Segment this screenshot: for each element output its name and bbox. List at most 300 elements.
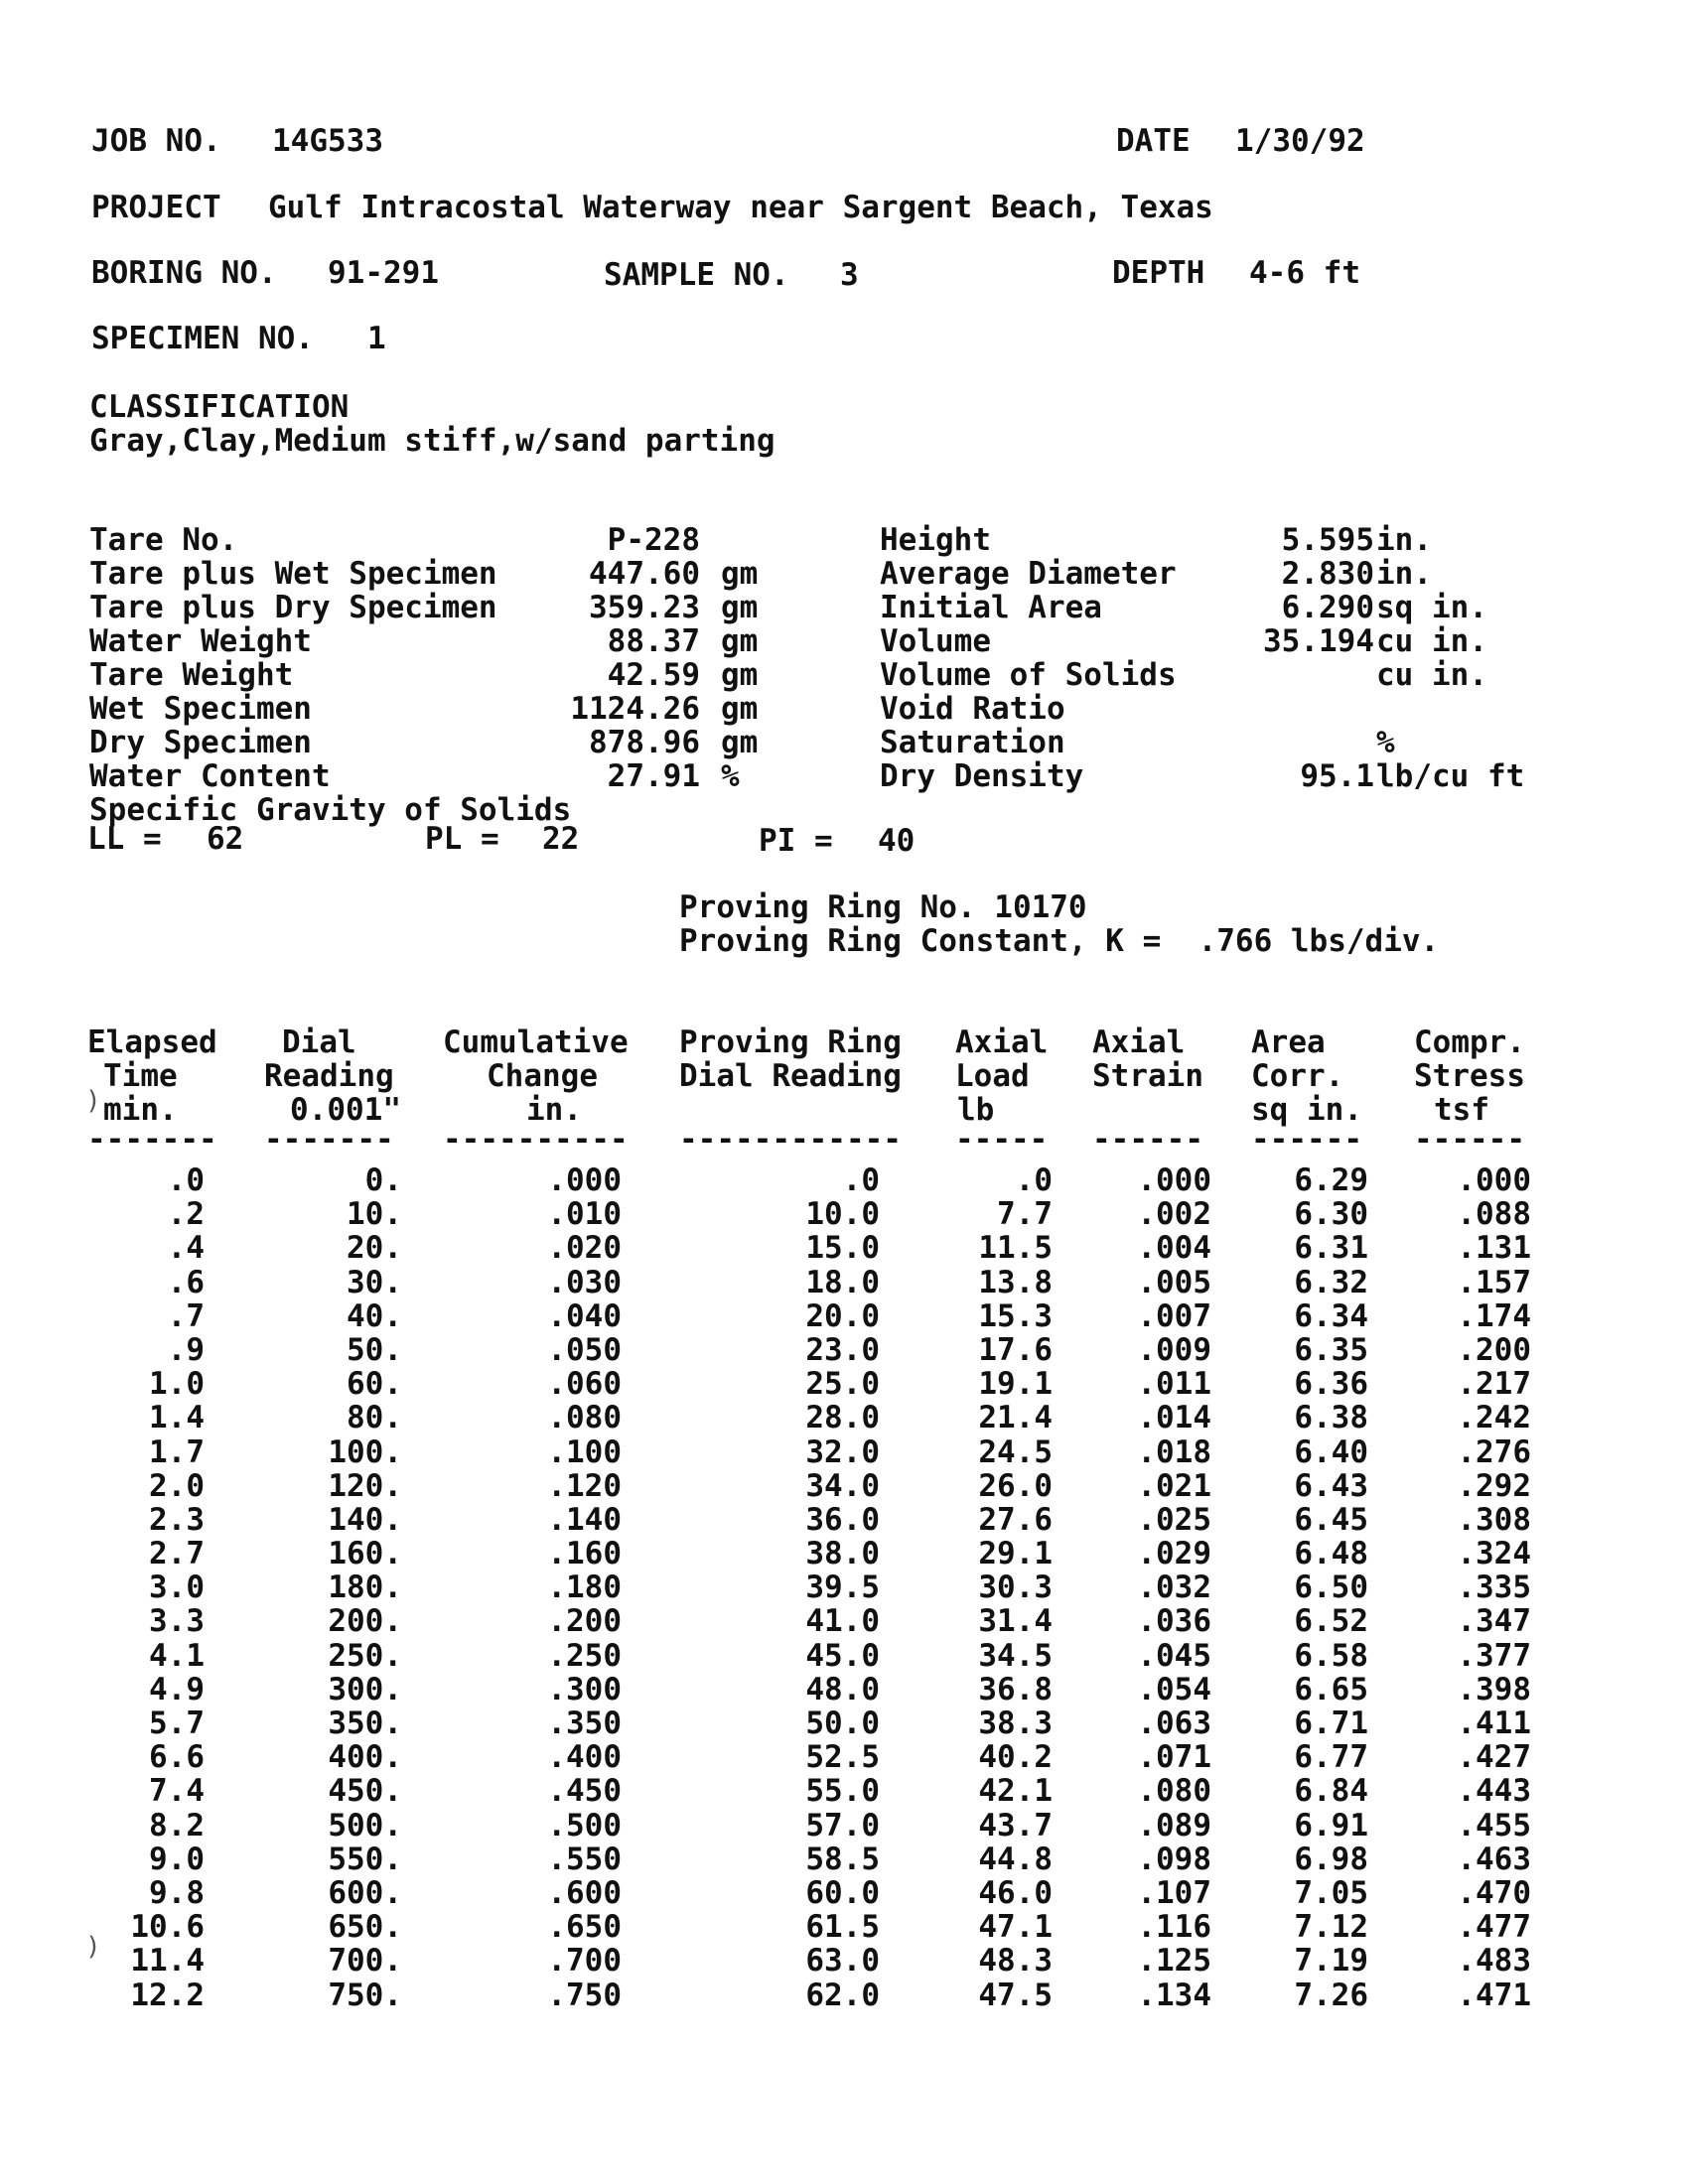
table-cell: .060 bbox=[547, 1366, 622, 1403]
table-row bbox=[0, 1435, 1692, 1469]
job-number: 14G533 bbox=[272, 123, 383, 159]
table-cell: 10.0 bbox=[805, 1196, 880, 1233]
table-cell: 4.9 bbox=[149, 1671, 205, 1707]
table-cell: .089 bbox=[1137, 1807, 1211, 1843]
table-row bbox=[0, 1809, 1692, 1843]
table-cell: 500. bbox=[328, 1807, 402, 1843]
property-value: 447.60 bbox=[589, 556, 700, 592]
column-header: Reading bbox=[264, 1058, 394, 1094]
column-separator: ------------ bbox=[679, 1122, 902, 1158]
table-cell: .018 bbox=[1137, 1433, 1211, 1470]
table-cell: .650 bbox=[547, 1909, 622, 1946]
table-row bbox=[0, 1537, 1692, 1570]
table-cell: 41.0 bbox=[805, 1603, 880, 1640]
table-cell: .021 bbox=[1137, 1467, 1211, 1504]
table-cell: .350 bbox=[547, 1706, 622, 1741]
table-cell: 6.77 bbox=[1294, 1739, 1368, 1776]
sample-number: 3 bbox=[840, 257, 859, 293]
table-cell: 3.3 bbox=[149, 1603, 205, 1640]
table-cell: 13.8 bbox=[978, 1264, 1053, 1300]
property-value: P-228 bbox=[607, 522, 700, 558]
table-cell: .0 bbox=[167, 1162, 205, 1198]
table-cell: 30. bbox=[347, 1264, 402, 1300]
proving-ring-number: Proving Ring No. 10170 bbox=[679, 889, 1087, 925]
table-cell: 34.5 bbox=[978, 1637, 1053, 1674]
table-cell: 6.84 bbox=[1294, 1773, 1368, 1810]
table-cell: .098 bbox=[1137, 1841, 1211, 1877]
table-cell: 6.31 bbox=[1294, 1230, 1368, 1267]
table-cell: .050 bbox=[547, 1331, 622, 1368]
table-cell: 61.5 bbox=[805, 1909, 880, 1946]
table-cell: .004 bbox=[1137, 1230, 1211, 1267]
column-separator: ----- bbox=[955, 1122, 1049, 1158]
table-cell: .600 bbox=[547, 1874, 622, 1911]
table-row bbox=[0, 1604, 1692, 1638]
table-row bbox=[0, 1843, 1692, 1876]
table-cell: .020 bbox=[547, 1230, 622, 1267]
table-cell: .292 bbox=[1457, 1467, 1531, 1504]
table-cell: 46.0 bbox=[978, 1874, 1053, 1911]
sample-label: SAMPLE NO. bbox=[604, 257, 789, 293]
table-cell: 63.0 bbox=[805, 1943, 880, 1979]
table-cell: 8.2 bbox=[149, 1807, 205, 1843]
table-cell: .005 bbox=[1137, 1264, 1211, 1300]
table-cell: 1.7 bbox=[149, 1433, 205, 1470]
table-cell: 6.45 bbox=[1294, 1501, 1368, 1538]
table-cell: 50. bbox=[347, 1331, 402, 1368]
table-cell: 19.1 bbox=[978, 1366, 1053, 1403]
table-cell: 6.50 bbox=[1294, 1570, 1368, 1606]
table-row bbox=[0, 1163, 1692, 1197]
table-cell: .347 bbox=[1457, 1603, 1531, 1640]
table-cell: 6.43 bbox=[1294, 1467, 1368, 1504]
table-cell: 10. bbox=[347, 1196, 402, 1233]
table-cell: 9.0 bbox=[149, 1841, 205, 1877]
table-cell: 21.4 bbox=[978, 1400, 1053, 1436]
property-label: Initial Area bbox=[880, 590, 1102, 625]
table-cell: 6.38 bbox=[1294, 1400, 1368, 1436]
table-cell: .140 bbox=[547, 1501, 622, 1538]
property-value: 359.23 bbox=[589, 590, 700, 625]
property-unit: gm bbox=[721, 623, 759, 659]
column-header: in. bbox=[526, 1092, 582, 1128]
table-cell: .7 bbox=[167, 1297, 205, 1334]
table-cell: .160 bbox=[547, 1536, 622, 1572]
column-separator: ------ bbox=[1251, 1122, 1362, 1158]
table-cell: .000 bbox=[1457, 1162, 1531, 1198]
pi-value: 40 bbox=[878, 823, 916, 859]
table-cell: 20.0 bbox=[805, 1297, 880, 1334]
table-cell: 6.65 bbox=[1294, 1671, 1368, 1707]
table-cell: 7.05 bbox=[1294, 1874, 1368, 1911]
table-cell: .308 bbox=[1457, 1501, 1531, 1538]
table-cell: .157 bbox=[1457, 1264, 1531, 1300]
project-value: Gulf Intracostal Waterway near Sargent Beach, Texas bbox=[268, 190, 1213, 225]
table-cell: .450 bbox=[547, 1773, 622, 1810]
pl-label: PL = bbox=[425, 821, 499, 857]
table-cell: .471 bbox=[1457, 1977, 1531, 2013]
table-cell: .180 bbox=[547, 1570, 622, 1606]
column-header: Change bbox=[487, 1058, 598, 1094]
table-cell: .4 bbox=[167, 1230, 205, 1267]
column-header: Load bbox=[955, 1058, 1030, 1094]
table-cell: 47.5 bbox=[978, 1977, 1053, 2013]
table-cell: 23.0 bbox=[805, 1331, 880, 1368]
table-cell: 43.7 bbox=[978, 1807, 1053, 1843]
column-header: min. bbox=[103, 1092, 178, 1128]
column-separator: ------ bbox=[1414, 1122, 1525, 1158]
property-unit: gm bbox=[721, 691, 759, 727]
table-cell: 27.6 bbox=[978, 1501, 1053, 1538]
property-label: Tare plus Wet Specimen bbox=[89, 556, 497, 592]
property-value: 6.290 bbox=[1281, 590, 1374, 625]
table-cell: 4.1 bbox=[149, 1637, 205, 1674]
table-row bbox=[0, 1503, 1692, 1537]
table-cell: 0. bbox=[364, 1162, 402, 1198]
table-cell: 7.19 bbox=[1294, 1943, 1368, 1979]
table-row bbox=[0, 1639, 1692, 1673]
table-cell: 57.0 bbox=[805, 1807, 880, 1843]
table-cell: 29.1 bbox=[978, 1536, 1053, 1572]
depth-label: DEPTH bbox=[1112, 255, 1205, 291]
table-cell: .455 bbox=[1457, 1807, 1531, 1843]
table-cell: 48.0 bbox=[805, 1671, 880, 1707]
table-cell: 42.1 bbox=[978, 1773, 1053, 1810]
table-cell: 200. bbox=[328, 1603, 402, 1640]
table-cell: 52.5 bbox=[805, 1739, 880, 1776]
table-cell: 47.1 bbox=[978, 1909, 1053, 1946]
property-label: Saturation bbox=[880, 725, 1065, 760]
table-cell: .063 bbox=[1137, 1706, 1211, 1741]
table-cell: .134 bbox=[1137, 1977, 1211, 2013]
table-row bbox=[0, 1367, 1692, 1401]
table-cell: .250 bbox=[547, 1637, 622, 1674]
ll-value: 62 bbox=[207, 821, 244, 857]
table-cell: .100 bbox=[547, 1433, 622, 1470]
table-cell: 44.8 bbox=[978, 1841, 1053, 1877]
table-cell: 550. bbox=[328, 1841, 402, 1877]
table-cell: 6.35 bbox=[1294, 1331, 1368, 1368]
table-cell: .030 bbox=[547, 1264, 622, 1300]
boring-number: 91-291 bbox=[328, 255, 439, 291]
table-cell: 700. bbox=[328, 1943, 402, 1979]
table-cell: 58.5 bbox=[805, 1841, 880, 1877]
table-cell: .200 bbox=[1457, 1331, 1531, 1368]
table-row bbox=[0, 1469, 1692, 1503]
column-header: Proving Ring bbox=[679, 1024, 902, 1060]
table-cell: 26.0 bbox=[978, 1467, 1053, 1504]
table-cell: .700 bbox=[547, 1943, 622, 1979]
table-cell: .200 bbox=[547, 1603, 622, 1640]
property-unit: % bbox=[721, 758, 740, 794]
property-unit: gm bbox=[721, 590, 759, 625]
table-cell: 6.36 bbox=[1294, 1366, 1368, 1403]
table-cell: .443 bbox=[1457, 1773, 1531, 1810]
table-cell: 17.6 bbox=[978, 1331, 1053, 1368]
table-cell: 160. bbox=[328, 1536, 402, 1572]
column-separator: ------- bbox=[87, 1122, 217, 1158]
table-cell: .009 bbox=[1137, 1331, 1211, 1368]
table-cell: 400. bbox=[328, 1739, 402, 1776]
table-cell: .324 bbox=[1457, 1536, 1531, 1572]
property-unit: % bbox=[1376, 725, 1395, 760]
table-cell: .300 bbox=[547, 1671, 622, 1707]
table-cell: 7.4 bbox=[149, 1773, 205, 1810]
table-cell: 60. bbox=[347, 1366, 402, 1403]
table-cell: 5.7 bbox=[149, 1706, 205, 1741]
table-cell: .174 bbox=[1457, 1297, 1531, 1334]
table-row bbox=[0, 1570, 1692, 1604]
table-row bbox=[0, 1673, 1692, 1706]
table-cell: .242 bbox=[1457, 1400, 1531, 1436]
table-cell: 38.0 bbox=[805, 1536, 880, 1572]
table-cell: 24.5 bbox=[978, 1433, 1053, 1470]
property-label: Volume bbox=[880, 623, 991, 659]
table-cell: 300. bbox=[328, 1671, 402, 1707]
table-cell: 55.0 bbox=[805, 1773, 880, 1810]
table-cell: 250. bbox=[328, 1637, 402, 1674]
table-cell: 120. bbox=[328, 1467, 402, 1504]
table-cell: .477 bbox=[1457, 1909, 1531, 1946]
column-separator: ---------- bbox=[443, 1122, 629, 1158]
column-header: Compr. bbox=[1414, 1024, 1525, 1060]
table-cell: .010 bbox=[547, 1196, 622, 1233]
data-table bbox=[0, 1163, 1692, 2012]
table-cell: .500 bbox=[547, 1807, 622, 1843]
specimen-number: 1 bbox=[367, 321, 386, 356]
table-cell: .080 bbox=[1137, 1773, 1211, 1810]
table-cell: 650. bbox=[328, 1909, 402, 1946]
property-value: 5.595 bbox=[1281, 522, 1374, 558]
table-cell: 6.58 bbox=[1294, 1637, 1368, 1674]
date-label: DATE bbox=[1116, 123, 1191, 159]
table-cell: 7.12 bbox=[1294, 1909, 1368, 1946]
property-label: Tare No. bbox=[89, 522, 238, 558]
property-label: Wet Specimen bbox=[89, 691, 312, 727]
table-row bbox=[0, 1740, 1692, 1774]
table-cell: 40. bbox=[347, 1297, 402, 1334]
table-cell: .071 bbox=[1137, 1739, 1211, 1776]
table-cell: .217 bbox=[1457, 1366, 1531, 1403]
table-cell: 9.8 bbox=[149, 1874, 205, 1911]
table-cell: .029 bbox=[1137, 1536, 1211, 1572]
property-value: 1124.26 bbox=[570, 691, 700, 727]
property-value: 2.830 bbox=[1281, 556, 1374, 592]
table-cell: 6.52 bbox=[1294, 1603, 1368, 1640]
table-cell: 600. bbox=[328, 1874, 402, 1911]
property-label: Water Content bbox=[89, 758, 331, 794]
specimen-label: SPECIMEN NO. bbox=[91, 321, 314, 356]
table-cell: 39.5 bbox=[805, 1570, 880, 1606]
table-cell: 140. bbox=[328, 1501, 402, 1538]
table-cell: 750. bbox=[328, 1977, 402, 2013]
project-label: PROJECT bbox=[91, 190, 221, 225]
property-label: Average Diameter bbox=[880, 556, 1177, 592]
table-cell: 34.0 bbox=[805, 1467, 880, 1504]
property-unit: gm bbox=[721, 657, 759, 693]
property-unit: cu in. bbox=[1376, 623, 1487, 659]
column-header: Area bbox=[1251, 1024, 1326, 1060]
column-header: Cumulative bbox=[443, 1024, 629, 1060]
property-unit: cu in. bbox=[1376, 657, 1487, 693]
table-cell: .032 bbox=[1137, 1570, 1211, 1606]
classification-label: CLASSIFICATION bbox=[89, 389, 350, 425]
column-header: 0.001" bbox=[290, 1092, 401, 1128]
table-cell: 2.3 bbox=[149, 1501, 205, 1538]
column-header: Axial bbox=[1092, 1024, 1186, 1060]
property-unit: in. bbox=[1376, 556, 1432, 592]
table-cell: 6.6 bbox=[149, 1739, 205, 1776]
table-cell: .080 bbox=[547, 1400, 622, 1436]
table-cell: 350. bbox=[328, 1706, 402, 1741]
depth-value: 4-6 ft bbox=[1249, 255, 1360, 291]
table-cell: 3.0 bbox=[149, 1570, 205, 1606]
table-row bbox=[0, 1876, 1692, 1910]
table-cell: 1.4 bbox=[149, 1400, 205, 1436]
table-cell: .054 bbox=[1137, 1671, 1211, 1707]
table-cell: 7.7 bbox=[997, 1196, 1053, 1233]
column-header: Axial bbox=[955, 1024, 1049, 1060]
table-row bbox=[0, 1197, 1692, 1231]
table-row bbox=[0, 1299, 1692, 1333]
column-header: Elapsed bbox=[87, 1024, 217, 1060]
table-cell: .000 bbox=[547, 1162, 622, 1198]
table-row bbox=[0, 1944, 1692, 1978]
property-value: 35.194 bbox=[1263, 623, 1374, 659]
table-cell: .036 bbox=[1137, 1603, 1211, 1640]
table-cell: 6.32 bbox=[1294, 1264, 1368, 1300]
table-cell: 60.0 bbox=[805, 1874, 880, 1911]
scan-mark: ) bbox=[85, 1932, 101, 1962]
table-cell: .025 bbox=[1137, 1501, 1211, 1538]
table-cell: 11.5 bbox=[978, 1230, 1053, 1267]
scan-mark: ) bbox=[85, 1086, 101, 1116]
pl-value: 22 bbox=[542, 821, 580, 857]
table-cell: 45.0 bbox=[805, 1637, 880, 1674]
table-cell: .483 bbox=[1457, 1943, 1531, 1979]
table-cell: .377 bbox=[1457, 1637, 1531, 1674]
job-label: JOB NO. bbox=[91, 123, 221, 159]
property-label: Specific Gravity of Solids bbox=[89, 792, 572, 828]
table-cell: 38.3 bbox=[978, 1706, 1053, 1741]
property-value: 27.91 bbox=[607, 758, 700, 794]
table-row bbox=[0, 1706, 1692, 1740]
property-label: Dry Specimen bbox=[89, 725, 312, 760]
column-header: tsf bbox=[1434, 1092, 1489, 1128]
property-label: Dry Density bbox=[880, 758, 1084, 794]
table-cell: .011 bbox=[1137, 1366, 1211, 1403]
property-label: Tare plus Dry Specimen bbox=[89, 590, 497, 625]
table-cell: 6.40 bbox=[1294, 1433, 1368, 1470]
property-value: 878.96 bbox=[589, 725, 700, 760]
property-value: 88.37 bbox=[607, 623, 700, 659]
table-cell: 20. bbox=[347, 1230, 402, 1267]
table-row bbox=[0, 1231, 1692, 1265]
column-header: Strain bbox=[1092, 1058, 1203, 1094]
table-cell: 100. bbox=[328, 1433, 402, 1470]
table-cell: .000 bbox=[1137, 1162, 1211, 1198]
boring-label: BORING NO. bbox=[91, 255, 277, 291]
table-cell: .335 bbox=[1457, 1570, 1531, 1606]
table-cell: 40.2 bbox=[978, 1739, 1053, 1776]
table-cell: 7.26 bbox=[1294, 1977, 1368, 2013]
property-value: 95.1 bbox=[1300, 758, 1374, 794]
date-value: 1/30/92 bbox=[1235, 123, 1365, 159]
table-cell: 25.0 bbox=[805, 1366, 880, 1403]
table-cell: .040 bbox=[547, 1297, 622, 1334]
column-header: Stress bbox=[1414, 1058, 1525, 1094]
table-cell: 6.98 bbox=[1294, 1841, 1368, 1877]
table-cell: 10.6 bbox=[130, 1909, 205, 1946]
property-label: Water Weight bbox=[89, 623, 312, 659]
table-cell: .088 bbox=[1457, 1196, 1531, 1233]
property-unit: lb/cu ft bbox=[1376, 758, 1525, 794]
table-cell: .470 bbox=[1457, 1874, 1531, 1911]
table-cell: .400 bbox=[547, 1739, 622, 1776]
table-cell: .0 bbox=[842, 1162, 880, 1198]
table-cell: .116 bbox=[1137, 1909, 1211, 1946]
table-cell: .007 bbox=[1137, 1297, 1211, 1334]
column-header: Dial bbox=[282, 1024, 356, 1060]
table-cell: .9 bbox=[167, 1331, 205, 1368]
table-cell: .120 bbox=[547, 1467, 622, 1504]
table-row bbox=[0, 1333, 1692, 1367]
column-separator: ------ bbox=[1092, 1122, 1203, 1158]
ll-label: LL = bbox=[87, 821, 162, 857]
proving-ring-constant: Proving Ring Constant, K = .766 lbs/div. bbox=[679, 923, 1440, 959]
property-unit: in. bbox=[1376, 522, 1432, 558]
table-cell: .550 bbox=[547, 1841, 622, 1877]
table-cell: 2.0 bbox=[149, 1467, 205, 1504]
table-cell: 15.3 bbox=[978, 1297, 1053, 1334]
table-row bbox=[0, 1401, 1692, 1434]
property-label: Height bbox=[880, 522, 991, 558]
table-cell: 36.0 bbox=[805, 1501, 880, 1538]
table-cell: 50.0 bbox=[805, 1706, 880, 1741]
column-header: lb bbox=[957, 1092, 995, 1128]
table-cell: .411 bbox=[1457, 1706, 1531, 1741]
table-cell: 36.8 bbox=[978, 1671, 1053, 1707]
property-unit: gm bbox=[721, 725, 759, 760]
table-cell: 18.0 bbox=[805, 1264, 880, 1300]
table-cell: 6.34 bbox=[1294, 1297, 1368, 1334]
table-cell: .276 bbox=[1457, 1433, 1531, 1470]
property-unit: sq in. bbox=[1376, 590, 1487, 625]
table-cell: 450. bbox=[328, 1773, 402, 1810]
table-cell: .2 bbox=[167, 1196, 205, 1233]
table-cell: 28.0 bbox=[805, 1400, 880, 1436]
table-cell: .131 bbox=[1457, 1230, 1531, 1267]
table-cell: .045 bbox=[1137, 1637, 1211, 1674]
classification-value: Gray,Clay,Medium stiff,w/sand parting bbox=[89, 423, 776, 459]
table-cell: 15.0 bbox=[805, 1230, 880, 1267]
property-value: 42.59 bbox=[607, 657, 700, 693]
table-cell: .463 bbox=[1457, 1841, 1531, 1877]
table-cell: 2.7 bbox=[149, 1536, 205, 1572]
table-cell: 11.4 bbox=[130, 1943, 205, 1979]
column-header: Time bbox=[103, 1058, 178, 1094]
table-cell: 6.71 bbox=[1294, 1706, 1368, 1741]
column-header: Corr. bbox=[1251, 1058, 1344, 1094]
table-cell: .398 bbox=[1457, 1671, 1531, 1707]
property-unit: gm bbox=[721, 556, 759, 592]
table-cell: 6.29 bbox=[1294, 1162, 1368, 1198]
table-cell: .125 bbox=[1137, 1943, 1211, 1979]
table-cell: 48.3 bbox=[978, 1943, 1053, 1979]
table-cell: .0 bbox=[1015, 1162, 1053, 1198]
table-cell: 80. bbox=[347, 1400, 402, 1436]
table-cell: 180. bbox=[328, 1570, 402, 1606]
